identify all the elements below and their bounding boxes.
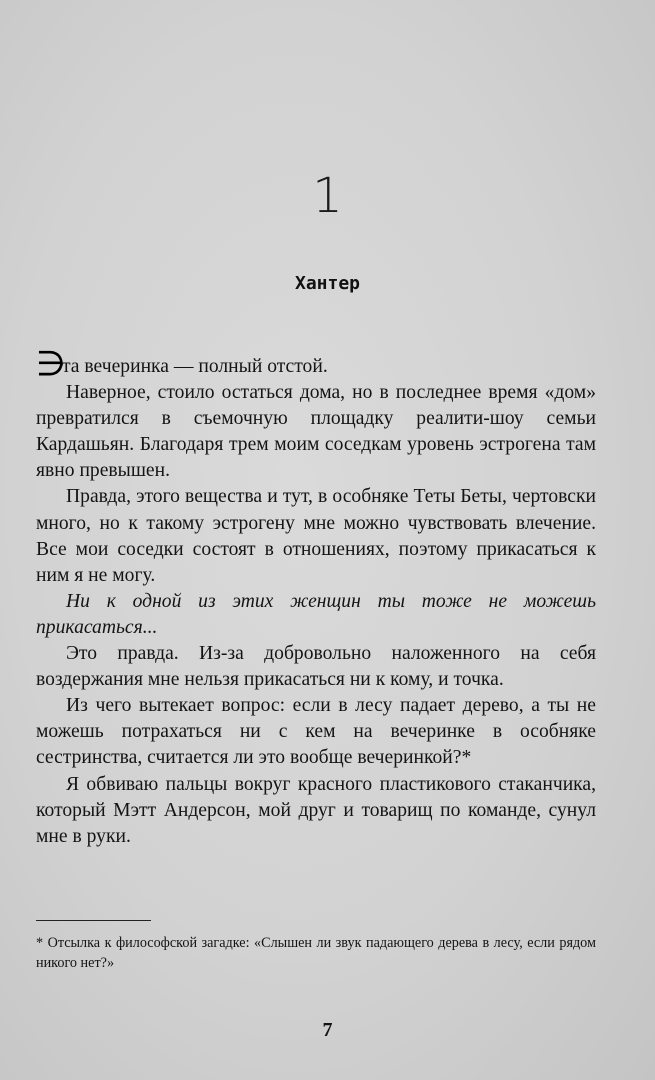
paragraph-5: Это правда. Из-за добровольно наложенного на себя воздержания мне нельзя прикасаться ни к кому, и точка. [36,643,596,691]
paragraph-3: Правда, этого вещества и тут, в особняке Теты Беты, чертовски много, но к такому эстрогену мне можно чувствовать влечение. Все мои соседки состоят в отношениях, поэтому прикасаться к ним я не могу. [36,486,596,586]
footnote-divider [36,920,151,921]
paragraph-6: Из чего вытекает вопрос: если в лесу падает дерево, а ты не можешь потрахаться ни с кем на вечеринке в особняке сестринства, считается ли это вообще вечеринкой?* [36,695,596,769]
paragraph-4-italic-thought: Ни к одной из этих женщин ты тоже не можешь прикасаться... [36,590,596,638]
chapter-title: Хантер [294,273,361,294]
page-number: 7 [322,1019,333,1041]
chapter-body [36,344,596,850]
paragraph-2: Наверное, стоило остаться дома, но в последнее время «дом» превратился в съемочную площадку реалити-шоу семьи Кардашьян. Благодаря трем моим соседкам уровень эстрогена там явно превышен. [36,382,596,482]
drop-cap-letter: ∋ [36,344,66,384]
paragraph-1 [36,344,596,384]
footnote: * Отсылка к философской загадке: «Слышен ли звук падающего дерева в лесу, если рядом никого нет?» [36,935,596,971]
paragraph-1-text: та вечеринка — полный отстой. [62,356,328,377]
chapter-number: 1 [312,168,343,224]
paragraph-7: Я обвиваю пальцы вокруг красного пластикового стаканчика, который Мэтт Андерсон, мой друг и товарищ по команде, сунул мне в руки. [36,773,596,847]
